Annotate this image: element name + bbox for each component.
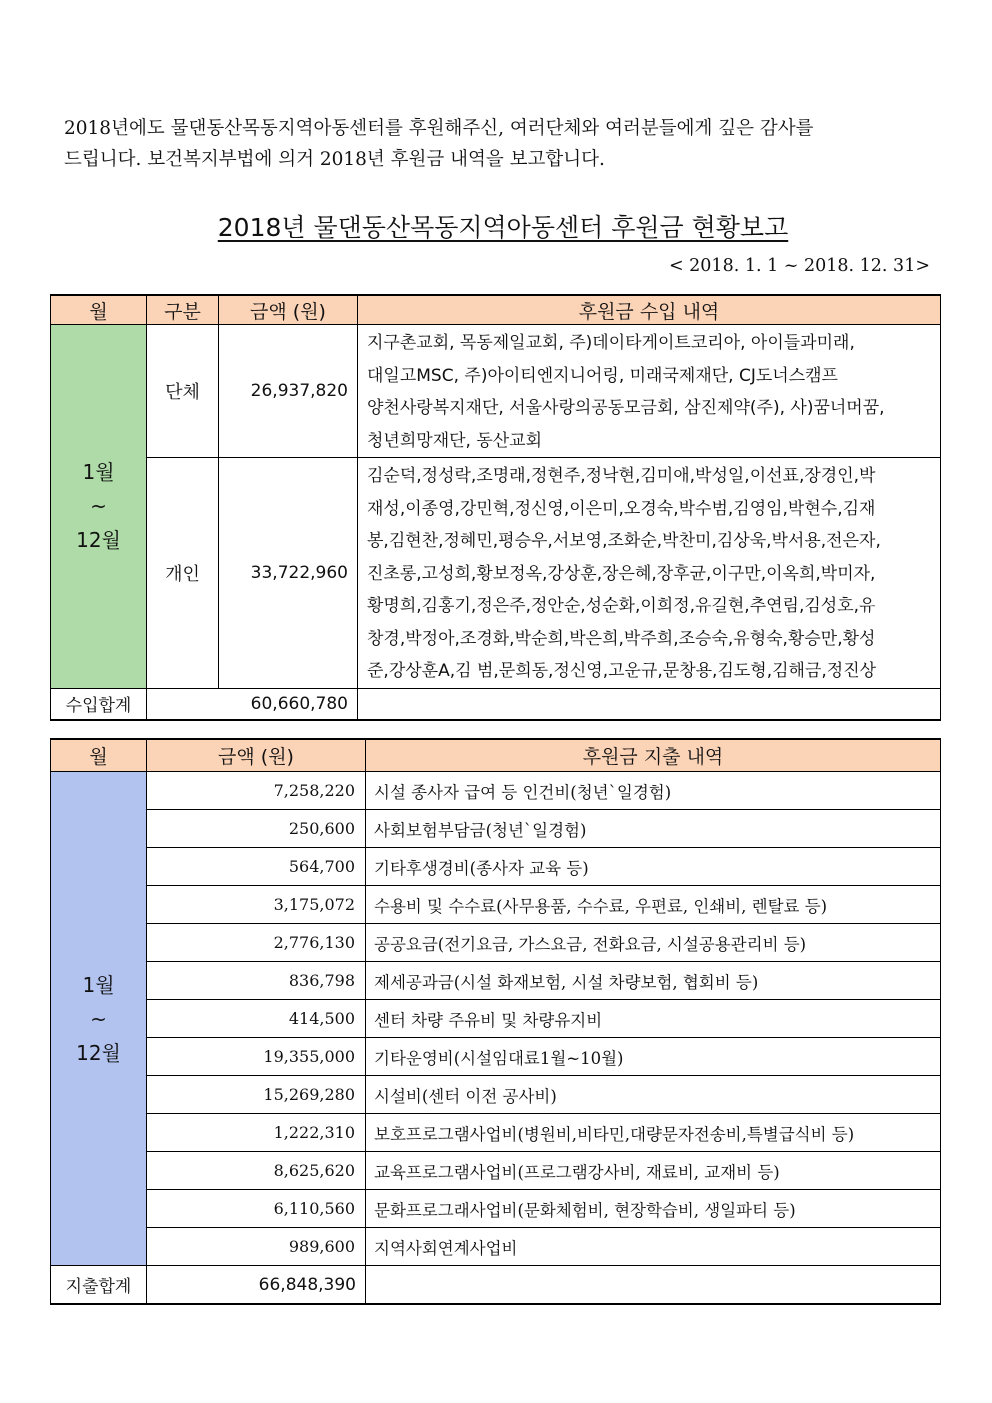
income-total-label: 수입합계 bbox=[51, 688, 147, 720]
expense-header-amount: 금액 (원) bbox=[147, 739, 366, 772]
expense-amount: 8,625,620 bbox=[147, 1152, 366, 1190]
expense-row bbox=[51, 1190, 941, 1228]
expense-row bbox=[51, 886, 941, 924]
expense-desc: 사회보험부담금(청년`일경험) bbox=[366, 810, 941, 848]
income-total-row bbox=[51, 688, 941, 720]
income-month-cell bbox=[51, 325, 147, 689]
expense-amount: 989,600 bbox=[147, 1228, 366, 1266]
income-row-group bbox=[51, 325, 941, 458]
expense-desc: 수용비 및 수수료(사무용품, 수수료, 우편료, 인쇄비, 렌탈료 등) bbox=[366, 886, 941, 924]
income-total-empty bbox=[358, 688, 941, 720]
income-donor-list bbox=[358, 458, 941, 689]
income-table bbox=[50, 294, 941, 721]
expense-row bbox=[51, 962, 941, 1000]
income-header-row bbox=[51, 295, 941, 325]
expense-amount: 19,355,000 bbox=[147, 1038, 366, 1076]
expense-total-empty bbox=[366, 1266, 941, 1305]
expense-amount: 15,269,280 bbox=[147, 1076, 366, 1114]
expense-month-cell bbox=[51, 772, 147, 1266]
income-month-start: 1월 bbox=[82, 460, 115, 485]
expense-total-amount: 66,848,390 bbox=[147, 1266, 366, 1305]
income-category: 단체 bbox=[147, 325, 219, 458]
donor-line: 양천사랑복지재단, 서울사랑의공동모금회, 삼진제약(주), 사)꿈너머꿈, bbox=[367, 398, 885, 418]
income-header-amount: 금액 (원) bbox=[219, 295, 358, 325]
expense-desc: 시설 종사자 급여 등 인건비(청년`일경험) bbox=[366, 772, 941, 810]
expense-amount: 1,222,310 bbox=[147, 1114, 366, 1152]
donor-line: 봉,김현찬,정혜민,평승우,서보영,조화순,박찬미,김상욱,박서용,전은자, bbox=[367, 531, 881, 551]
expense-header-detail: 후원금 지출 내역 bbox=[366, 739, 941, 772]
intro-line-1: 2018년에도 물댄동산목동지역아동센터를 후원해주신, 여러단체와 여러분들에게 깊은 감사를 bbox=[64, 118, 814, 139]
expense-amount: 6,110,560 bbox=[147, 1190, 366, 1228]
expense-desc: 센터 차량 주유비 및 차량유지비 bbox=[366, 1000, 941, 1038]
donor-line: 김순덕,정성락,조명래,정현주,정낙현,김미애,박성일,이선표,장경인,박 bbox=[367, 466, 876, 486]
expense-desc: 보호프로그램사업비(병원비,비타민,대량문자전송비,특별급식비 등) bbox=[366, 1114, 941, 1152]
expense-header-row bbox=[51, 739, 941, 772]
expense-row bbox=[51, 1076, 941, 1114]
expense-row bbox=[51, 1000, 941, 1038]
donor-line: 지구촌교회, 목동제일교회, 주)데이타게이트코리아, 아이들과미래, bbox=[367, 333, 855, 353]
expense-row bbox=[51, 848, 941, 886]
expense-desc: 기타운영비(시설임대료1월~10월) bbox=[366, 1038, 941, 1076]
expense-total-row bbox=[51, 1266, 941, 1305]
donor-line: 대일고MSC, 주)아이티엔지니어링, 미래국제재단, CJ도너스캠프 bbox=[367, 365, 838, 386]
expense-table bbox=[50, 738, 941, 1305]
expense-desc: 기타후생경비(종사자 교육 등) bbox=[366, 848, 941, 886]
expense-amount: 564,700 bbox=[147, 848, 366, 886]
expense-desc: 문화프로그래사업비(문화체험비, 현장학습비, 생일파티 등) bbox=[366, 1190, 941, 1228]
expense-row bbox=[51, 1038, 941, 1076]
income-amount: 33,722,960 bbox=[219, 458, 358, 689]
intro-line-2: 드립니다. 보건복지부법에 의거 2018년 후원금 내역을 보고합니다. bbox=[64, 149, 605, 170]
expense-desc: 교육프로그램사업비(프로그램강사비, 재료비, 교재비 등) bbox=[366, 1152, 941, 1190]
income-total-amount: 60,660,780 bbox=[147, 688, 358, 720]
income-donor-list bbox=[358, 325, 941, 458]
income-header-detail: 후원금 수입 내역 bbox=[358, 295, 941, 325]
donor-line: 창경,박정아,조경화,박순희,박은희,박주희,조승숙,유형숙,황승만,황성 bbox=[367, 628, 876, 649]
donor-line: 재성,이종영,강민혁,정신영,이은미,오경숙,박수범,김영임,박현수,김재 bbox=[367, 498, 876, 519]
income-category: 개인 bbox=[147, 458, 219, 689]
income-month-sep: ~ bbox=[90, 494, 107, 519]
donor-line: 준,강상훈A,김 범,문희동,정신영,고운규,문창용,김도형,김해금,정진상 bbox=[367, 661, 877, 681]
expense-desc: 시설비(센터 이전 공사비) bbox=[366, 1076, 941, 1114]
expense-row bbox=[51, 772, 941, 810]
intro-paragraph bbox=[64, 113, 928, 175]
expense-amount: 7,258,220 bbox=[147, 772, 366, 810]
expense-total-label: 지출합계 bbox=[51, 1266, 147, 1305]
expense-row bbox=[51, 1228, 941, 1266]
expense-row bbox=[51, 1152, 941, 1190]
donor-line: 진초롱,고성희,황보정옥,강상훈,장은혜,장후균,이구만,이옥희,박미자, bbox=[367, 563, 876, 584]
expense-amount: 3,175,072 bbox=[147, 886, 366, 924]
expense-desc: 공공요금(전기요금, 가스요금, 전화요금, 시설공용관리비 등) bbox=[366, 924, 941, 962]
expense-month-sep: ~ bbox=[90, 1006, 107, 1031]
income-header-month: 월 bbox=[51, 295, 147, 325]
expense-amount: 414,500 bbox=[147, 1000, 366, 1038]
expense-row bbox=[51, 1114, 941, 1152]
income-amount: 26,937,820 bbox=[219, 325, 358, 458]
report-title: 2018년 물댄동산목동지역아동센터 후원금 현황보고 bbox=[217, 213, 789, 242]
income-header-category: 구분 bbox=[147, 295, 219, 325]
donor-line: 황명희,김홍기,정은주,정안순,성순화,이희정,유길현,추연림,김성호,유 bbox=[367, 596, 876, 616]
donor-line: 청년희망재단, 동산교회 bbox=[367, 430, 543, 451]
expense-month-end: 12월 bbox=[76, 1040, 121, 1065]
expense-amount: 2,776,130 bbox=[147, 924, 366, 962]
income-row-individual bbox=[51, 458, 941, 689]
expense-desc: 지역사회연계사업비 bbox=[366, 1228, 941, 1266]
expense-month-start: 1월 bbox=[82, 972, 115, 997]
expense-row bbox=[51, 924, 941, 962]
report-period: < 2018. 1. 1 ~ 2018. 12. 31> bbox=[668, 256, 930, 276]
expense-amount: 250,600 bbox=[147, 810, 366, 848]
expense-header-month: 월 bbox=[51, 739, 147, 772]
income-month-end: 12월 bbox=[76, 528, 121, 553]
expense-row bbox=[51, 810, 941, 848]
expense-amount: 836,798 bbox=[147, 962, 366, 1000]
expense-desc: 제세공과금(시설 화재보험, 시설 차량보험, 협회비 등) bbox=[366, 962, 941, 1000]
